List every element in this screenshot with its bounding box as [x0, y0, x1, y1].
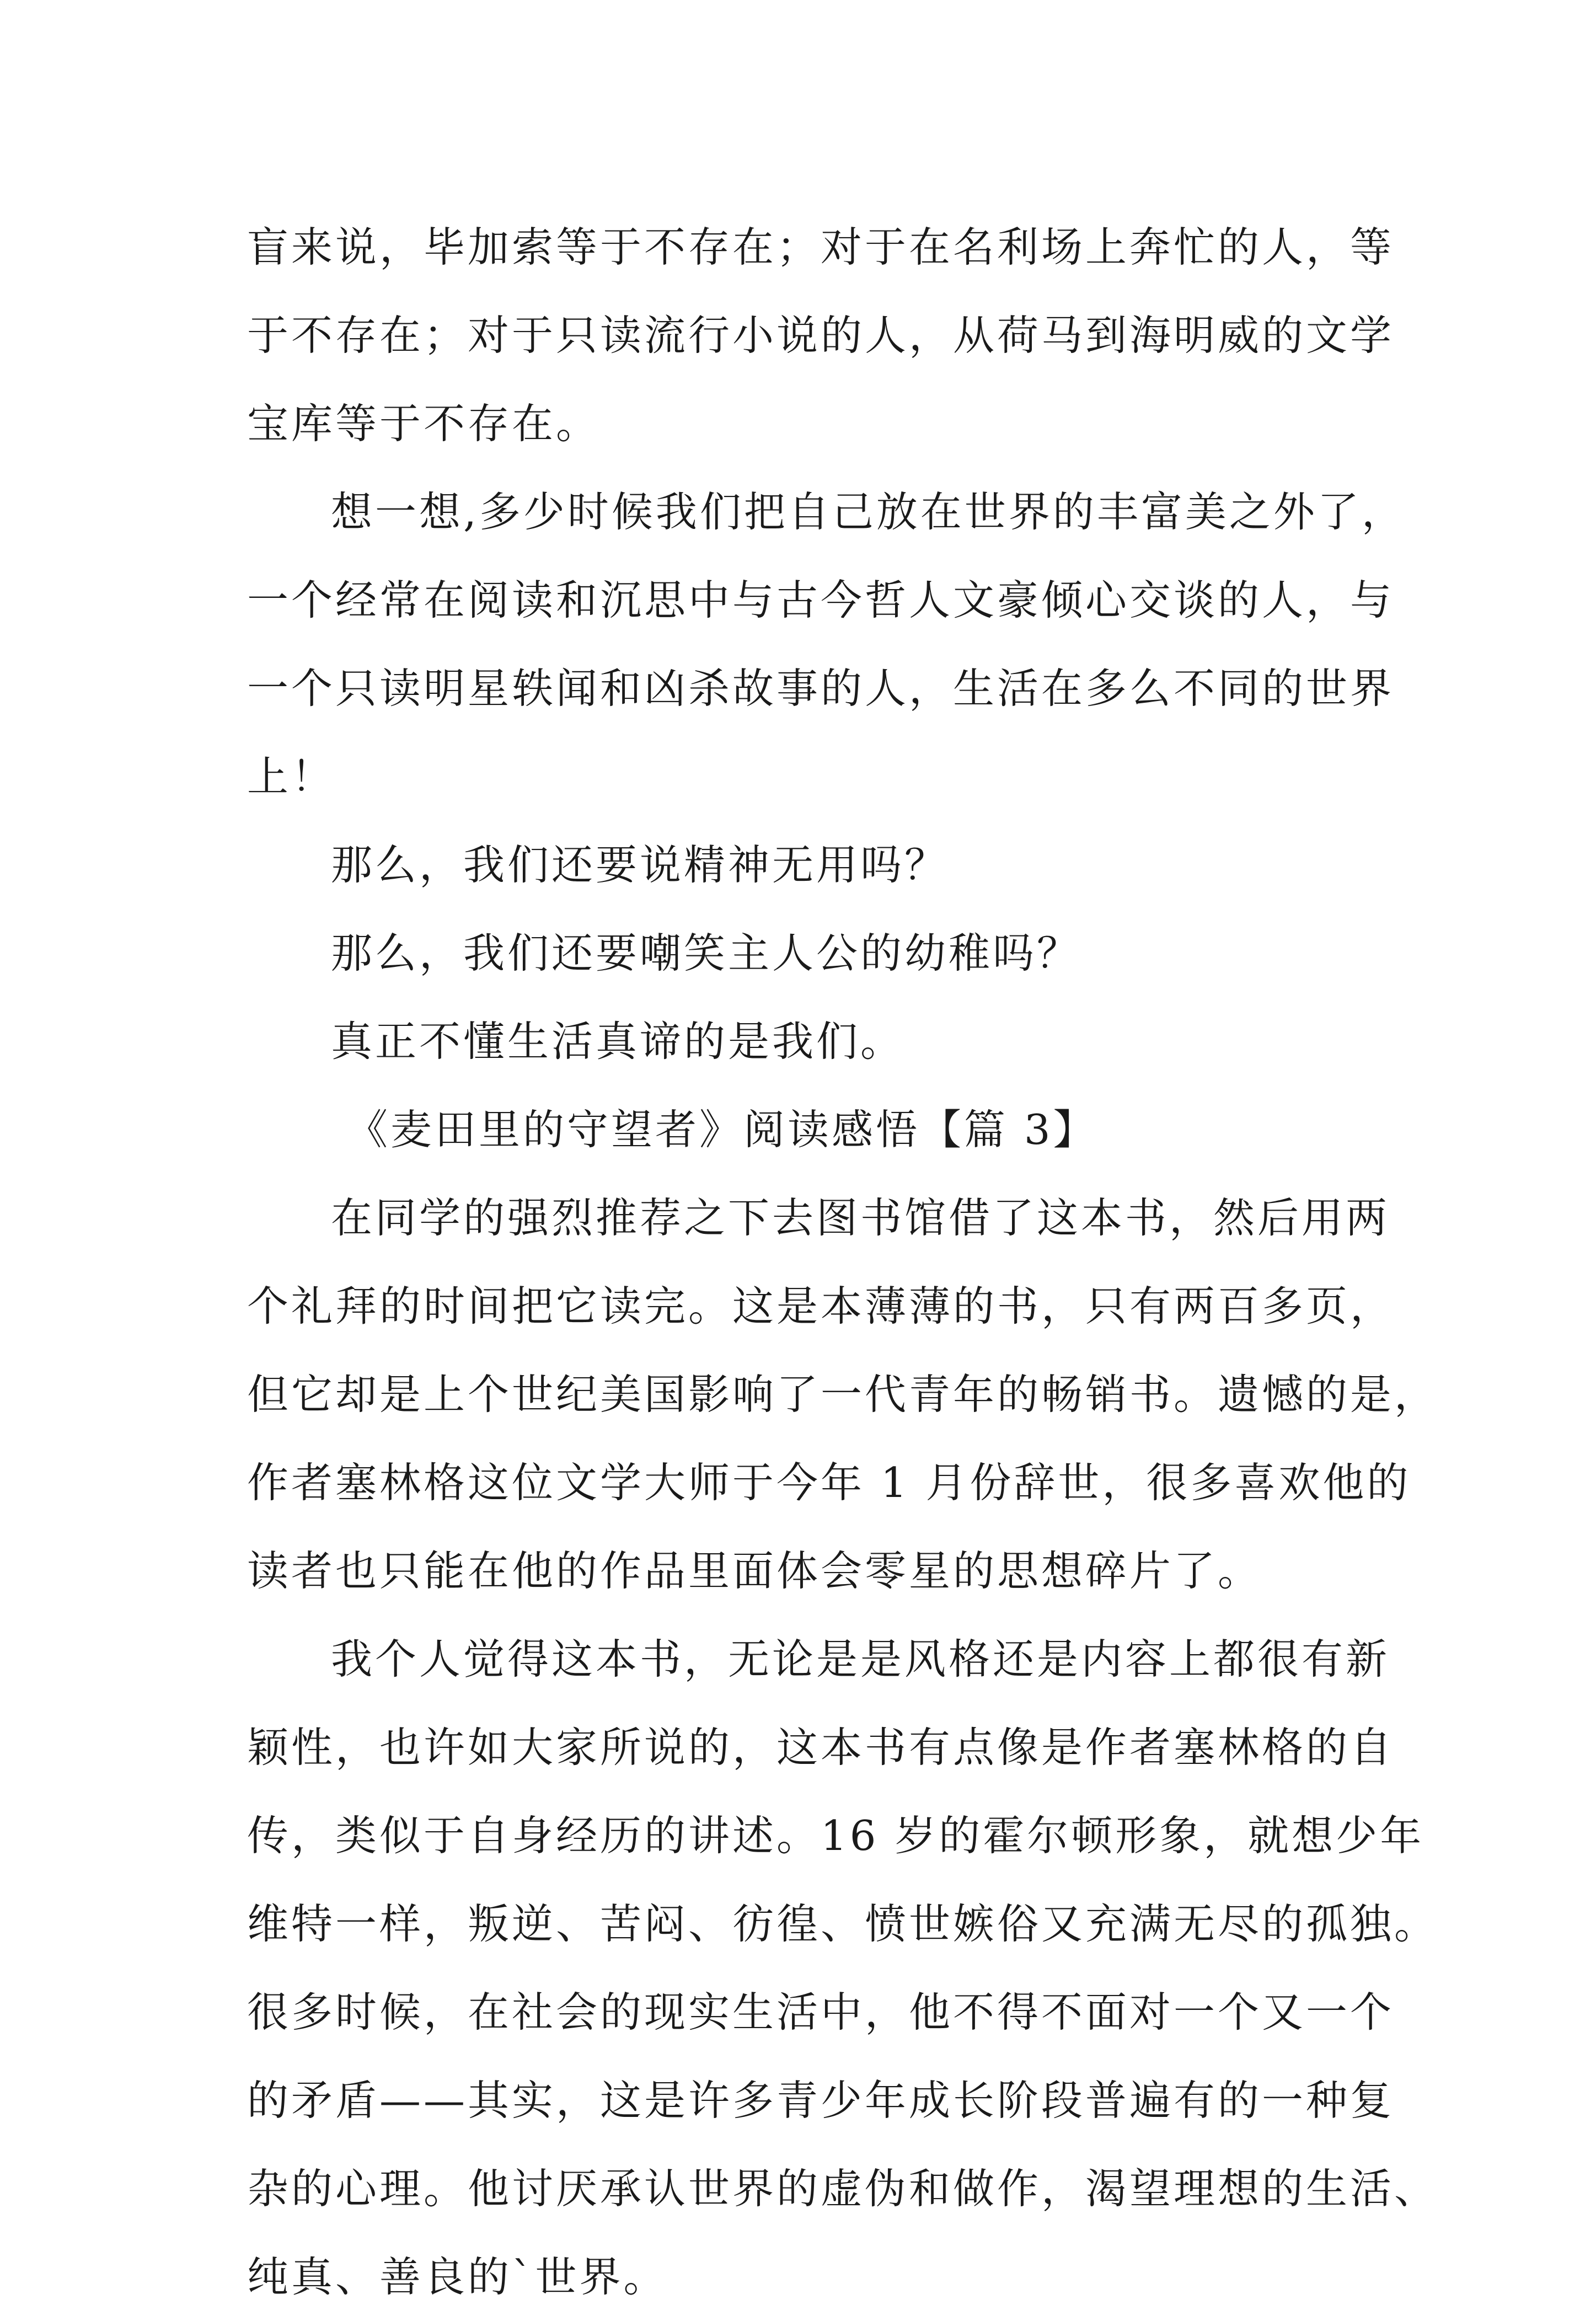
text-line: 一个只读明星轶闻和凶杀故事的人，生活在多么不同的世界 [247, 664, 1395, 713]
paragraph-p7 [247, 1615, 1439, 2321]
paragraph-p3 [247, 821, 1356, 909]
text-line: 的矛盾——其实，这是许多青少年成长阶段普遍有的一种复 [247, 2076, 1395, 2125]
text-line: 于不存在；对于只读流行小说的人，从荷马到海明威的文学 [247, 311, 1395, 360]
paragraph-p5 [247, 997, 1356, 1085]
section-heading [247, 1085, 1356, 1174]
document-page [247, 203, 1439, 2321]
text-line: 颖性，也许如大家所说的，这本书有点像是作者塞林格的自 [247, 1723, 1395, 1772]
text-line: 纯真、善良的`世界。 [247, 2253, 668, 2301]
text-line: 读者也只能在他的作品里面体会零星的思想碎片了。 [247, 1547, 1262, 1595]
paragraph-p2 [247, 468, 1406, 821]
paragraph-p1 [247, 203, 1395, 468]
paragraph-p4 [247, 909, 1356, 997]
heading-text: 《麦田里的守望者》阅读感悟【篇 3】 [346, 1105, 1097, 1154]
text-line: 个礼拜的时间把它读完。这是本薄薄的书，只有两百多页， [247, 1282, 1395, 1330]
text-line: 很多时候，在社会的现实生活中，他不得不面对一个又一个 [247, 1988, 1395, 2036]
text-line: 宝库等于不存在。 [247, 399, 601, 448]
text-line: 作者塞林格这位文学大师于今年 1 月份辞世，很多喜欢他的 [247, 1458, 1411, 1507]
text-line: 那么，我们还要嘲笑主人公的幼稚吗？ [331, 929, 1081, 977]
text-line: 一个经常在阅读和沉思中与古今哲人文豪倾心交谈的人，与 [247, 576, 1395, 624]
text-line: 传，类似于自身经历的讲述。16 岁的霍尔顿形象，就想少年 [247, 1811, 1424, 1860]
text-line: 盲来说，毕加索等于不存在；对于在名利场上奔忙的人，等 [247, 223, 1395, 271]
text-line: 上！ [247, 752, 336, 801]
text-line: 在同学的强烈推荐之下去图书馆借了这本书，然后用两 [331, 1194, 1390, 1242]
text-line: 想一想,多少时候我们把自己放在世界的丰富美之外了， [331, 488, 1406, 536]
paragraph-p6 [247, 1174, 1439, 1615]
text-line: 我个人觉得这本书，无论是是风格还是内容上都很有新 [331, 1635, 1390, 1683]
text-line: 杂的心理。他讨厌承认世界的虚伪和做作，渴望理想的生活、 [247, 2164, 1439, 2213]
text-line: 真正不懂生活真谛的是我们。 [331, 1017, 905, 1066]
text-line: 但它却是上个世纪美国影响了一代青年的畅销书。遗憾的是， [247, 1370, 1439, 1419]
text-line: 那么，我们还要说精神无用吗？ [331, 841, 949, 889]
text-line: 维特一样，叛逆、苦闷、彷徨、愤世嫉俗又充满无尽的孤独。 [247, 1900, 1439, 1948]
